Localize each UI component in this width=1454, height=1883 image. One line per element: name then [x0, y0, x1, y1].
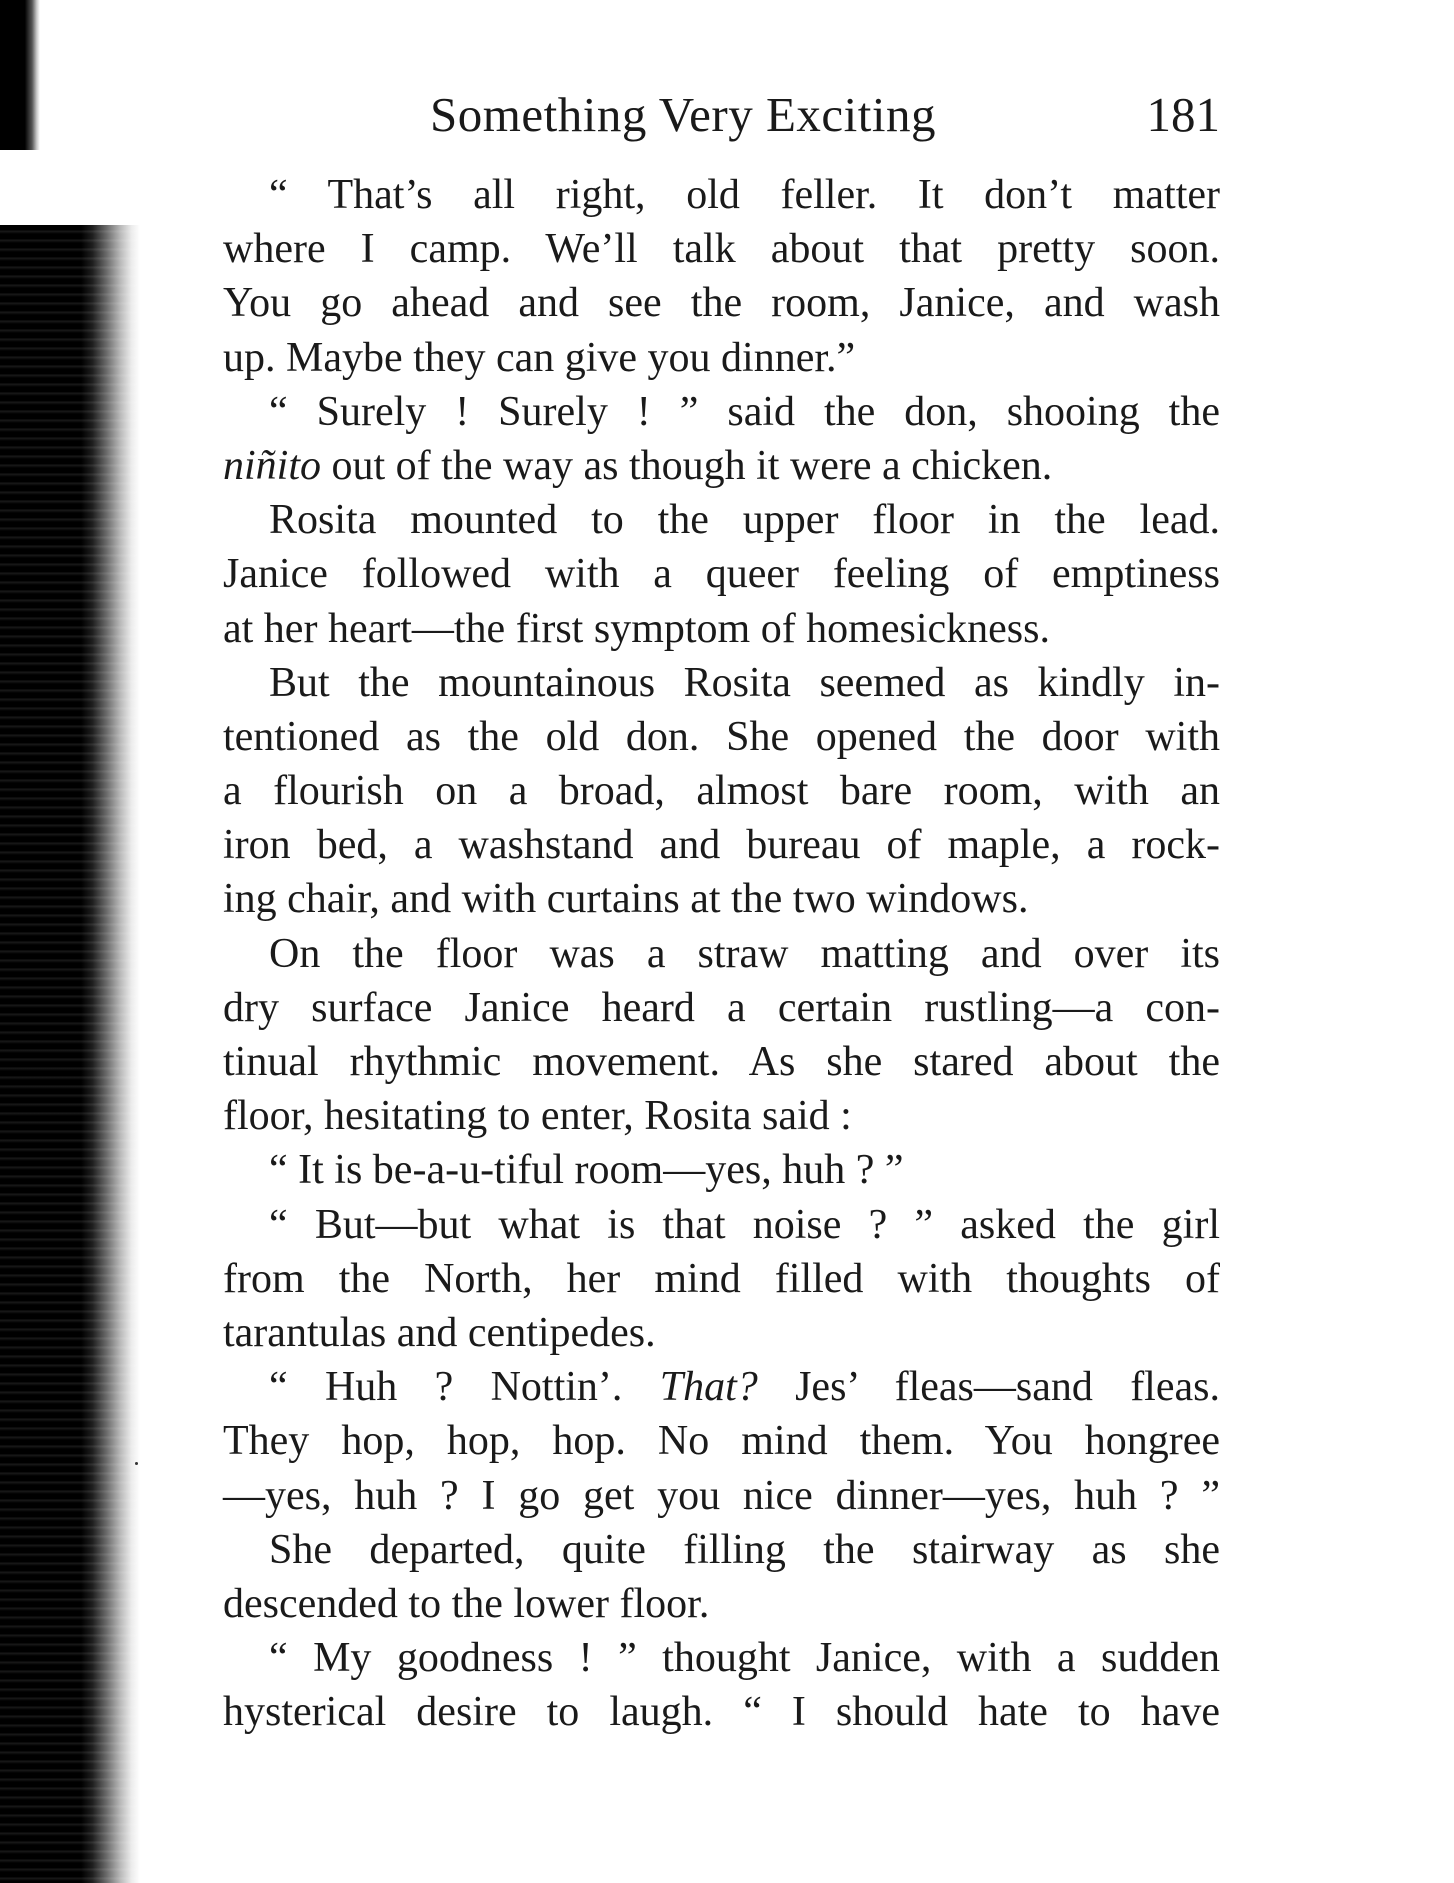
- text-segment: “ Huh ? Nottin’.: [269, 1364, 660, 1411]
- text-line: from the North, her mind filled with thoughts of: [223, 1255, 1220, 1302]
- text-segment: out of the way as though it were a chicken.: [321, 442, 1053, 489]
- text-line: On the floor was a straw matting and over its: [269, 930, 1220, 977]
- text-line: tinual rhythmic movement. As she stared about the: [223, 1039, 1220, 1085]
- text-line: floor, hesitating to enter, Rosita said :: [223, 1093, 852, 1140]
- text-line: —yes, huh ? I go get you nice dinner—yes, huh ? ”: [223, 1472, 1220, 1519]
- text-line: She departed, quite filling the stairway as she: [269, 1526, 1220, 1573]
- text-line: dry surface Janice heard a certain rustling—a con-: [223, 984, 1220, 1031]
- text-line: You go ahead and see the room, Janice, and wash: [223, 280, 1220, 327]
- text-line: [223, 439, 1220, 493]
- text-line: “ It is be-a-u-tiful room—yes, huh ? ”: [269, 1147, 904, 1194]
- chapter-title: Something Very Exciting: [430, 87, 936, 142]
- scan-binding-edge-top: [0, 0, 40, 150]
- text-line: They hop, hop, hop. No mind them. You hongree: [223, 1418, 1220, 1465]
- scan-binding-edge: [0, 225, 140, 1883]
- text-line: Rosita mounted to the upper floor in the lead.: [269, 497, 1220, 544]
- body-text: [223, 168, 1220, 1739]
- italic-word: niñito: [223, 442, 322, 489]
- text-line: a flourish on a broad, almost bare room, with an: [223, 768, 1220, 815]
- text-line: Janice followed with a queer feeling of emptiness: [223, 551, 1220, 598]
- text-line: descended to the lower floor.: [223, 1580, 710, 1627]
- text-line: where I camp. We’ll talk about that pretty soon.: [223, 226, 1220, 273]
- text-line: But the mountainous Rosita seemed as kindly in-: [269, 659, 1220, 706]
- text-line: at her heart—the first symptom of homesickness.: [223, 605, 1050, 652]
- text-line: “ Surely ! Surely ! ” said the don, shooing the: [269, 388, 1220, 435]
- scan-speck: [135, 1462, 138, 1465]
- text-line: “ My goodness ! ” thought Janice, with a sudden: [269, 1635, 1220, 1682]
- text-segment: Jes’ fleas—sand fleas.: [757, 1364, 1220, 1411]
- text-line: hysterical desire to laugh. “ I should hate to have: [223, 1689, 1220, 1736]
- page-number: 181: [1146, 87, 1220, 142]
- text-line: ing chair, and with curtains at the two windows.: [223, 876, 1029, 923]
- text-line: iron bed, a washstand and bureau of maple, a rock-: [223, 822, 1220, 869]
- text-line: “ But—but what is that noise ? ” asked the girl: [269, 1201, 1220, 1248]
- text-line: “ That’s all right, old feller. It don’t matter: [269, 172, 1220, 218]
- text-line: [223, 1360, 1220, 1414]
- running-head: [430, 85, 1220, 145]
- text-line: tarantulas and centipedes.: [223, 1309, 656, 1356]
- text-line: tentioned as the old don. She opened the door with: [223, 713, 1220, 760]
- italic-word: That?: [659, 1364, 758, 1411]
- text-line: up. Maybe they can give you dinner.”: [223, 334, 856, 381]
